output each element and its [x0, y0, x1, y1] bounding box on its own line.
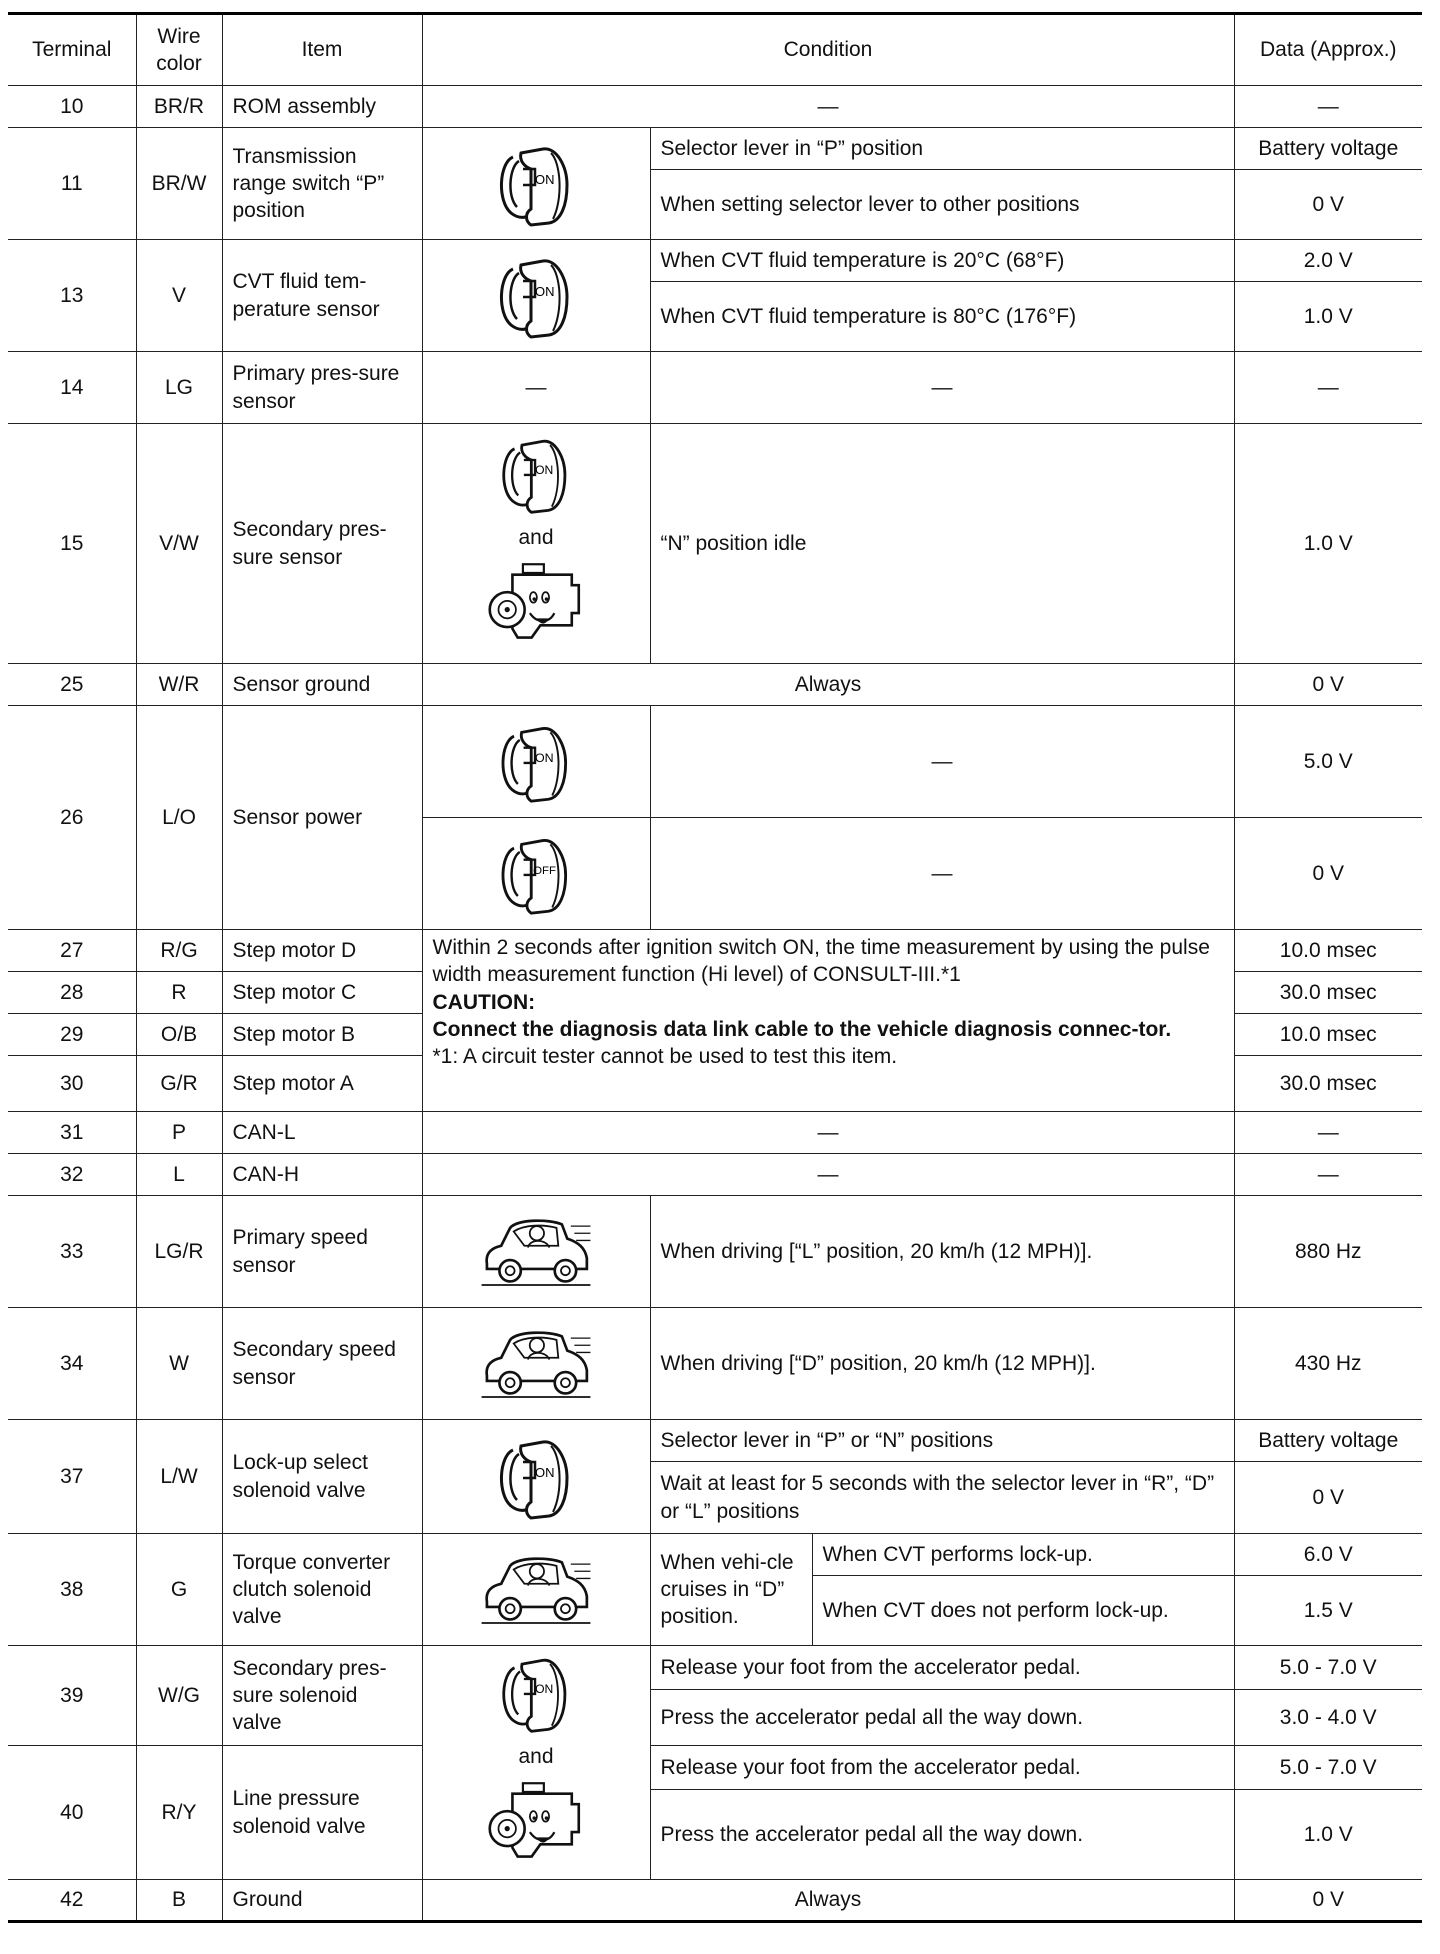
ignition-key-off-icon [493, 831, 579, 917]
item-cell: Transmission range switch “P” position [222, 128, 422, 240]
condition-cell: — [650, 706, 1234, 818]
row-terminal-33 [8, 1196, 1422, 1308]
item-cell: CAN-H [222, 1154, 422, 1196]
data-cell: 0 V [1234, 664, 1422, 706]
data-cell: 0 V [1234, 818, 1422, 930]
data-cell: 5.0 V [1234, 706, 1422, 818]
terminal-cell: 15 [8, 424, 136, 664]
row-terminal-27 [8, 930, 1422, 972]
data-cell: 1.5 V [1234, 1576, 1422, 1646]
ignition-key-on-icon [494, 432, 578, 516]
wire-cell: LG/R [136, 1196, 222, 1308]
data-cell: 0 V [1234, 170, 1422, 240]
item-cell: Sensor power [222, 706, 422, 930]
condition-cell: When CVT fluid temperature is 20°C (68°F) [650, 240, 1234, 282]
wire-cell: G [136, 1534, 222, 1646]
key-on-label: ON [535, 1681, 554, 1696]
condition-cell: “N” position idle [650, 424, 1234, 664]
header-condition: Condition [422, 14, 1234, 86]
and-label: and [518, 1744, 554, 1768]
data-cell: 30.0 msec [1234, 972, 1422, 1014]
driving-car-icon [478, 1323, 594, 1405]
item-cell: Primary speed sensor [222, 1196, 422, 1308]
data-cell: 30.0 msec [1234, 1056, 1422, 1112]
key-on-label: ON [535, 750, 554, 765]
row-terminal-40 [8, 1746, 1422, 1790]
terminal-cell: 31 [8, 1112, 136, 1154]
data-cell: 1.0 V [1234, 282, 1422, 352]
wire-cell: L/O [136, 706, 222, 930]
header-row [8, 14, 1422, 86]
item-cell: Line pressure solenoid valve [222, 1746, 422, 1880]
item-cell: Sensor ground [222, 664, 422, 706]
terminal-cell: 11 [8, 128, 136, 240]
terminal-data-table-wrapper [8, 12, 1422, 1923]
wire-cell: V [136, 240, 222, 352]
caution-text: Connect the diagnosis data link cable to the vehicle diagnosis connec-tor. [432, 1017, 1172, 1041]
step-condition-text: Within 2 seconds after ignition switch ON, the time measurement by using the pulse width measurement function (Hi level) of CONSULT-III.*1 [432, 936, 1210, 987]
and-label: and [518, 525, 554, 549]
wire-cell: R/G [136, 930, 222, 972]
wire-cell: W/G [136, 1646, 222, 1746]
item-cell: CAN-L [222, 1112, 422, 1154]
condition-cell: Always [422, 1880, 1234, 1922]
condition-cell: Release your foot from the accelerator pedal. [650, 1646, 1234, 1690]
wire-cell: W [136, 1308, 222, 1420]
wire-cell: B [136, 1880, 222, 1922]
terminal-cell: 10 [8, 86, 136, 128]
terminal-cell: 29 [8, 1014, 136, 1056]
row-terminal-26 [8, 706, 1422, 818]
wire-cell: R/Y [136, 1746, 222, 1880]
driving-car-icon [478, 1211, 594, 1293]
terminal-cell: 38 [8, 1534, 136, 1646]
data-cell: 6.0 V [1234, 1534, 1422, 1576]
item-cell: Step motor C [222, 972, 422, 1014]
terminal-cell: 27 [8, 930, 136, 972]
data-cell: 10.0 msec [1234, 1014, 1422, 1056]
data-cell: — [1234, 352, 1422, 424]
wire-cell: O/B [136, 1014, 222, 1056]
engine-running-icon [488, 559, 584, 655]
terminal-cell: 37 [8, 1420, 136, 1534]
condition-cell: — [650, 352, 1234, 424]
wire-cell: BR/W [136, 128, 222, 240]
icon-cell: — [422, 352, 650, 424]
condition-cell: Release your foot from the accelerator pedal. [650, 1746, 1234, 1790]
condition-cell: When setting selector lever to other positions [650, 170, 1234, 240]
data-cell: — [1234, 1112, 1422, 1154]
footnote-text: *1: A circuit tester cannot be used to test this item. [432, 1045, 898, 1069]
data-cell: — [1234, 86, 1422, 128]
row-terminal-34 [8, 1308, 1422, 1420]
item-cell: ROM assembly [222, 86, 422, 128]
data-cell: 430 Hz [1234, 1308, 1422, 1420]
header-wire-color: Wire color [136, 14, 222, 86]
item-cell: Lock-up select solenoid valve [222, 1420, 422, 1534]
wire-cell: V/W [136, 424, 222, 664]
data-cell: 0 V [1234, 1462, 1422, 1534]
condition-cell: Always [422, 664, 1234, 706]
item-cell: Step motor B [222, 1014, 422, 1056]
icon-cell [422, 1308, 650, 1420]
terminal-cell: 25 [8, 664, 136, 706]
row-terminal-15 [8, 424, 1422, 664]
condition-cell: — [650, 818, 1234, 930]
condition-cell: When CVT does not perform lock-up. [812, 1576, 1234, 1646]
row-terminal-11 [8, 128, 1422, 170]
key-on-label: ON [535, 283, 555, 299]
header-terminal: Terminal [8, 14, 136, 86]
icon-cell [422, 1534, 650, 1646]
wire-cell: W/R [136, 664, 222, 706]
condition-cell: When CVT performs lock-up. [812, 1534, 1234, 1576]
wire-cell: L [136, 1154, 222, 1196]
data-cell: 3.0 - 4.0 V [1234, 1690, 1422, 1746]
item-cell: Secondary pres-sure sensor [222, 424, 422, 664]
header-item: Item [222, 14, 422, 86]
terminal-cell: 42 [8, 1880, 136, 1922]
data-cell: 1.0 V [1234, 424, 1422, 664]
condition-cell: Selector lever in “P” or “N” positions [650, 1420, 1234, 1462]
key-on-label: ON [535, 171, 555, 187]
row-terminal-39 [8, 1646, 1422, 1690]
row-terminal-14 [8, 352, 1422, 424]
cruise-condition-cell: When vehi-cle cruises in “D” position. [650, 1534, 812, 1646]
row-terminal-32 [8, 1154, 1422, 1196]
driving-car-icon [478, 1549, 594, 1631]
data-cell: — [1234, 1154, 1422, 1196]
terminal-cell: 39 [8, 1646, 136, 1746]
wire-cell: BR/R [136, 86, 222, 128]
row-terminal-10 [8, 86, 1422, 128]
item-cell: CVT fluid tem-perature sensor [222, 240, 422, 352]
condition-cell: When driving [“L” position, 20 km/h (12 MPH)]. [650, 1196, 1234, 1308]
item-cell: Step motor D [222, 930, 422, 972]
data-cell: 0 V [1234, 1880, 1422, 1922]
wire-cell: LG [136, 352, 222, 424]
condition-cell: Press the accelerator pedal all the way down. [650, 1690, 1234, 1746]
terminal-cell: 32 [8, 1154, 136, 1196]
condition-cell: Press the accelerator pedal all the way down. [650, 1790, 1234, 1880]
wire-cell: R [136, 972, 222, 1014]
row-terminal-13 [8, 240, 1422, 282]
caution-label: CAUTION: [432, 990, 536, 1014]
icon-cell [422, 424, 650, 664]
header-data: Data (Approx.) [1234, 14, 1422, 86]
ignition-key-on-icon [491, 139, 581, 229]
condition-cell: Selector lever in “P” position [650, 128, 1234, 170]
terminal-cell: 30 [8, 1056, 136, 1112]
item-cell: Ground [222, 1880, 422, 1922]
wire-cell: G/R [136, 1056, 222, 1112]
engine-running-icon [488, 1778, 584, 1874]
step-motor-condition-cell [422, 930, 1234, 1112]
terminal-cell: 40 [8, 1746, 136, 1880]
key-on-label: ON [535, 1464, 555, 1480]
row-terminal-42 [8, 1880, 1422, 1922]
icon-cell [422, 818, 650, 930]
key-on-label: ON [535, 462, 554, 477]
condition-cell: When CVT fluid temperature is 80°C (176°F) [650, 282, 1234, 352]
icon-cell [422, 1420, 650, 1534]
ignition-key-on-icon [491, 1432, 581, 1522]
icon-cell [422, 1196, 650, 1308]
condition-cell: — [422, 1112, 1234, 1154]
icon-cell [422, 128, 650, 240]
terminal-cell: 26 [8, 706, 136, 930]
condition-cell: — [422, 86, 1234, 128]
item-cell: Secondary pres-sure solenoid valve [222, 1646, 422, 1746]
data-cell: 10.0 msec [1234, 930, 1422, 972]
data-cell: 5.0 - 7.0 V [1234, 1746, 1422, 1790]
terminal-data-table [8, 12, 1422, 1923]
data-cell: Battery voltage [1234, 1420, 1422, 1462]
wire-cell: L/W [136, 1420, 222, 1534]
condition-cell: Wait at least for 5 seconds with the selector lever in “R”, “D” or “L” positions [650, 1462, 1234, 1534]
ignition-key-on-icon [491, 251, 581, 341]
item-cell: Step motor A [222, 1056, 422, 1112]
item-cell: Secondary speed sensor [222, 1308, 422, 1420]
data-cell: 5.0 - 7.0 V [1234, 1646, 1422, 1690]
data-cell: Battery voltage [1234, 128, 1422, 170]
row-terminal-37 [8, 1420, 1422, 1462]
icon-cell [422, 706, 650, 818]
terminal-cell: 13 [8, 240, 136, 352]
row-terminal-25 [8, 664, 1422, 706]
data-cell: 2.0 V [1234, 240, 1422, 282]
terminal-cell: 34 [8, 1308, 136, 1420]
wire-cell: P [136, 1112, 222, 1154]
icon-cell [422, 1646, 650, 1880]
terminal-cell: 33 [8, 1196, 136, 1308]
item-cell: Torque converter clutch solenoid valve [222, 1534, 422, 1646]
condition-cell: When driving [“D” position, 20 km/h (12 MPH)]. [650, 1308, 1234, 1420]
key-off-label: OFF [533, 864, 557, 877]
data-cell: 880 Hz [1234, 1196, 1422, 1308]
terminal-cell: 28 [8, 972, 136, 1014]
condition-cell: — [422, 1154, 1234, 1196]
icon-cell [422, 240, 650, 352]
data-cell: 1.0 V [1234, 1790, 1422, 1880]
ignition-key-on-icon [494, 1651, 578, 1735]
ignition-key-on-icon [493, 719, 579, 805]
item-cell: Primary pres-sure sensor [222, 352, 422, 424]
row-terminal-38 [8, 1534, 1422, 1576]
terminal-cell: 14 [8, 352, 136, 424]
row-terminal-31 [8, 1112, 1422, 1154]
